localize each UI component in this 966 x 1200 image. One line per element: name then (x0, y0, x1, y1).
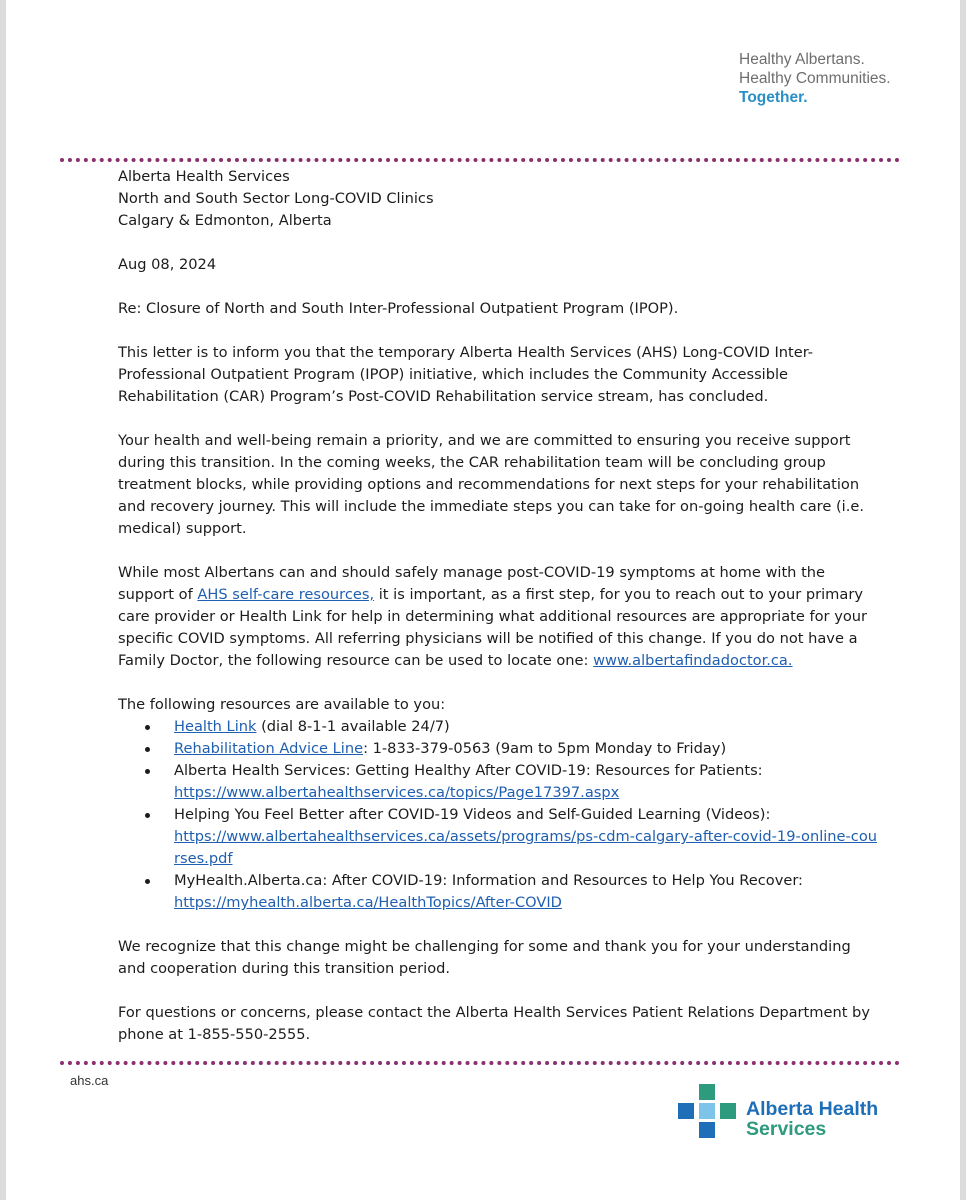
letter-date: Aug 08, 2024 (118, 256, 217, 273)
paragraph-self-care-text-2: it is important, as a first step, for you to reach out to your primary care provider or Health Link for help in determining what additional resources are appropriate for your specific COVID symptoms. All referring physicians will be notified of this change. If you do not have a Family Doctor, the following resource can be used to locate one: (118, 586, 868, 669)
sender-line-2: North and South Sector Long-COVID Clinics (118, 190, 434, 207)
paragraph-contact: For questions or concerns, please contact the Alberta Health Services Patient Relations Department by phone at 1-855-550-2555. (118, 1004, 870, 1043)
resource-item-text: MyHealth.Alberta.ca: After COVID-19: Information and Resources to Help You Recover: (174, 872, 803, 889)
health-link-link[interactable]: Health Link (174, 718, 257, 735)
getting-healthy-url-link[interactable]: https://www.albertahealthservices.ca/topics/Page17397.aspx (174, 784, 620, 801)
resource-item-myhealth (118, 870, 878, 914)
find-a-doctor-link[interactable]: www.albertafindadoctor.ca. (593, 652, 793, 669)
resource-item-getting-healthy (118, 760, 878, 804)
resource-item-videos (118, 804, 878, 870)
sender-line-1: Alberta Health Services (118, 168, 290, 185)
rehabilitation-advice-line-link[interactable]: Rehabilitation Advice Line (174, 740, 364, 757)
tagline-line-1: Healthy Albertans. (739, 51, 865, 68)
resource-item-text: Alberta Health Services: Getting Healthy After COVID-19: Resources for Patients: (174, 762, 763, 779)
logo-line-1: Alberta Health (746, 1098, 879, 1120)
resource-item-text: : 1-833-379-0563 (9am to 5pm Monday to Friday) (363, 740, 727, 757)
ahs-self-care-link[interactable]: AHS self-care resources, (197, 586, 375, 603)
resources-intro: The following resources are available to you: (118, 696, 446, 713)
logo-line-2: Services (746, 1118, 827, 1140)
footer-url: ahs.ca (70, 1073, 109, 1088)
resource-item-text: (dial 8-1-1 available 24/7) (256, 718, 450, 735)
tagline-line-3: Together. (739, 89, 808, 106)
resource-item-health-link (118, 716, 878, 738)
letter-subject: Re: Closure of North and South Inter-Professional Outpatient Program (IPOP). (118, 300, 679, 317)
tagline-line-2: Healthy Communities. (739, 70, 891, 87)
videos-url-link[interactable]: https://www.albertahealthservices.ca/assets/programs/ps-cdm-calgary-after-covid-19-online-courses.pdf (174, 828, 877, 867)
top-divider (60, 158, 900, 162)
bottom-divider (60, 1061, 900, 1065)
letter-page (6, 0, 960, 1200)
paragraph-intro: This letter is to inform you that the temporary Alberta Health Services (AHS) Long-COVID Inter-Professional Outpatient Program (IPOP) initiative, which includes the Community Accessible Rehabilitation (CAR) Program’s Post-COVID Rehabilitation service stream, has concluded. (118, 344, 814, 405)
bullet-icon (145, 725, 150, 730)
myhealth-url-link[interactable]: https://myhealth.alberta.ca/HealthTopics/After-COVID (174, 894, 562, 911)
bullet-icon (145, 879, 150, 884)
bullet-icon (145, 813, 150, 818)
paragraph-thanks: We recognize that this change might be challenging for some and thank you for your understanding and cooperation during this transition period. (118, 938, 851, 977)
sender-line-3: Calgary & Edmonton, Alberta (118, 212, 332, 229)
paragraph-support: Your health and well-being remain a priority, and we are committed to ensuring you receive support during this transition. In the coming weeks, the CAR rehabilitation team will be concluding group treatment blocks, while providing options and recommendations for next steps for your rehabilitation and recovery journey. This will include the immediate steps you can take for on-going health care (i.e. medical) support. (118, 432, 864, 537)
ahs-cross-logo-icon (678, 1084, 736, 1138)
ahs-tagline (739, 50, 891, 107)
resources-section (118, 694, 878, 914)
paragraph-self-care-text-1: While most Albertans can and should safely manage post-COVID-19 symptoms at home with the support of (118, 564, 826, 603)
resource-item-text: Helping You Feel Better after COVID-19 Videos and Self-Guided Learning (Videos): (174, 806, 771, 823)
paragraph-self-care (118, 562, 878, 672)
resources-list (118, 716, 878, 914)
sender-address (118, 166, 878, 232)
ahs-logo-wordmark (746, 1099, 878, 1139)
resource-item-rehab-line (118, 738, 878, 760)
bullet-icon (145, 769, 150, 774)
letter-body (118, 166, 878, 1068)
bullet-icon (145, 747, 150, 752)
